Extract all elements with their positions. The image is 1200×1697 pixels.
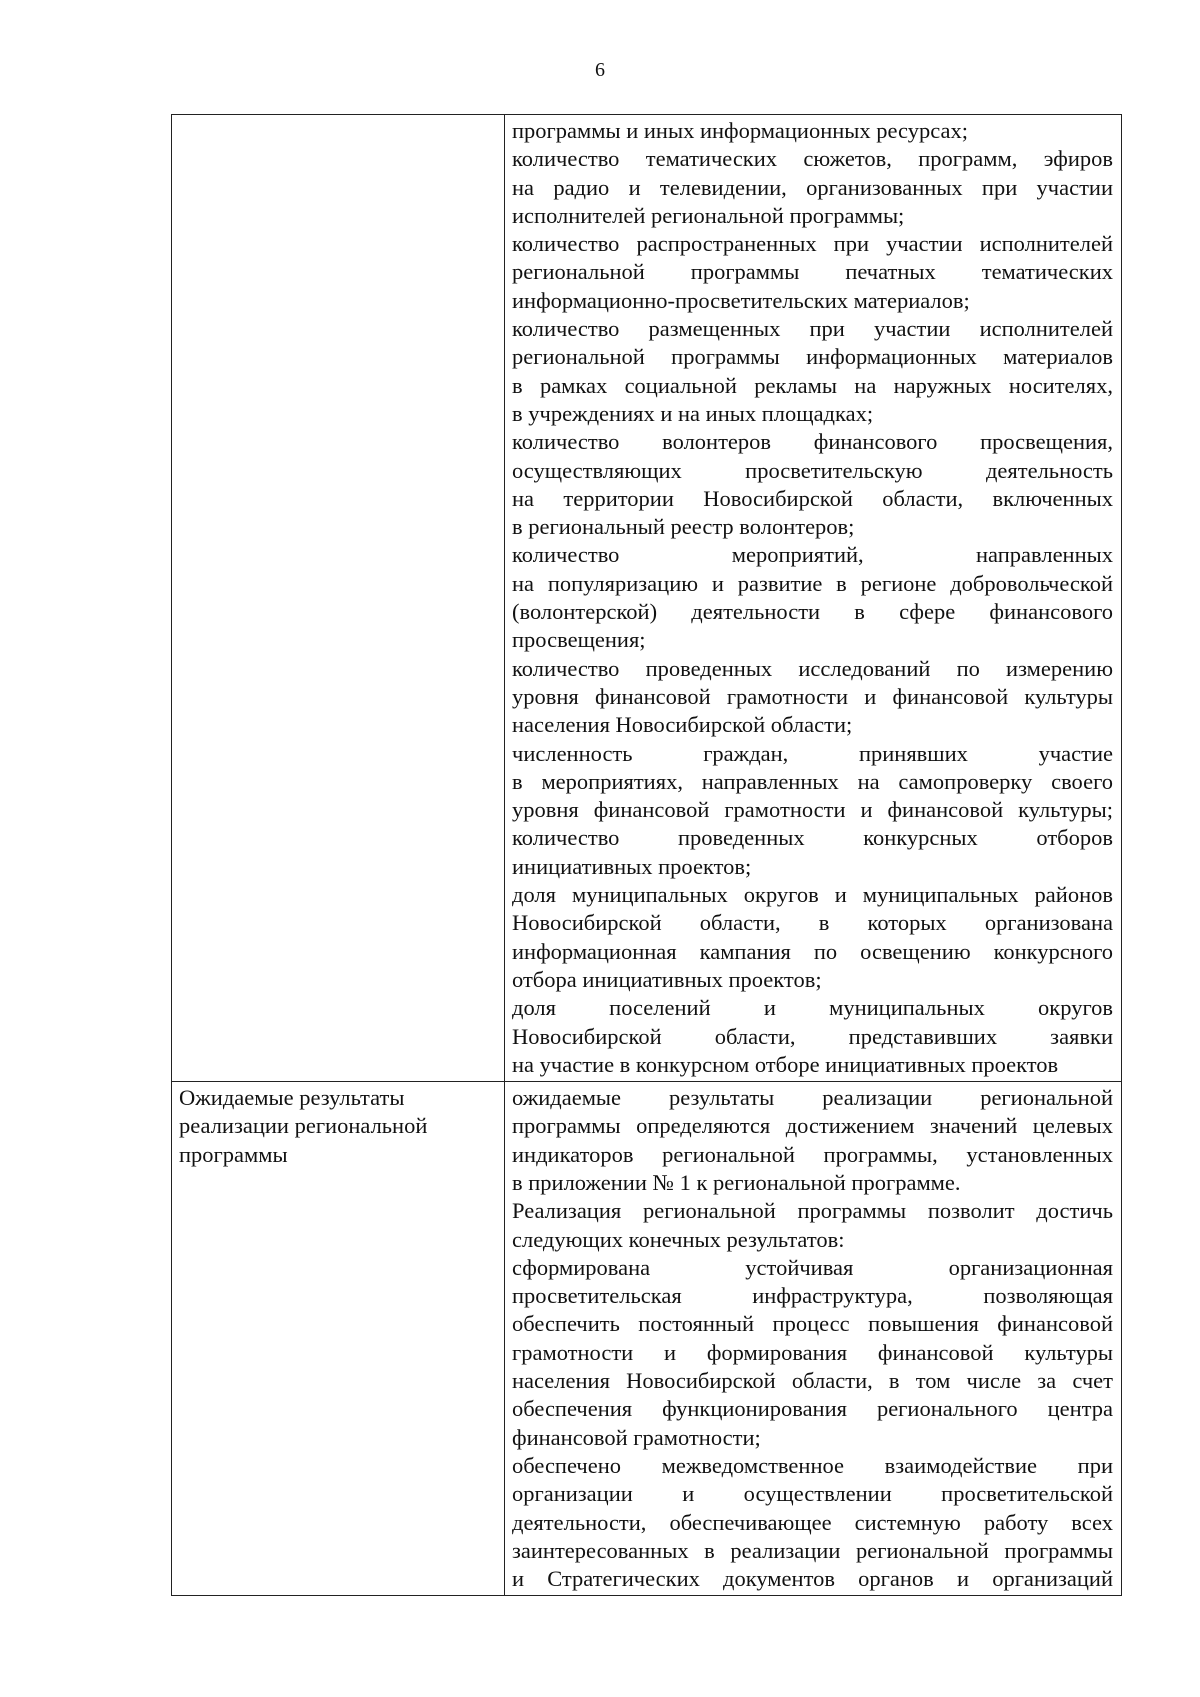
content-line: уровня финансовой грамотности и финансовой культуры xyxy=(512,683,1113,709)
content-line: на участие в конкурсном отборе инициативных проектов xyxy=(512,1051,1059,1077)
label-line: программы xyxy=(179,1141,288,1167)
content-line: осуществляющих просветительскую деятельность xyxy=(512,457,1113,483)
content-line: обеспечения функционирования регионального центра xyxy=(512,1396,1113,1422)
page-number: 6 xyxy=(595,59,605,81)
content-line: численность граждан, принявших участие xyxy=(512,740,1113,766)
content-line: обеспечить постоянный процесс повышения финансовой xyxy=(512,1311,1113,1337)
content-line: просветительская инфраструктура, позволяющая xyxy=(512,1283,1113,1309)
content-line: региональной программы печатных тематических xyxy=(512,259,1113,285)
content-line: исполнителей региональной программы; xyxy=(512,202,905,228)
content-line: количество проведенных конкурсных отборов xyxy=(512,825,1113,851)
content-line: на радио и телевидении, организованных при участии xyxy=(512,174,1113,200)
content-line: Новосибирской области, в которых организована xyxy=(512,910,1113,936)
content-line: деятельности, обеспечивающее системную работу всех xyxy=(512,1509,1113,1535)
content-line: грамотности и формирования финансовой культуры xyxy=(512,1339,1113,1365)
row-content-cell xyxy=(505,115,1122,1082)
row-content-cell xyxy=(505,1082,1122,1596)
content-line: (волонтерской) деятельности в сфере финансового xyxy=(512,599,1113,625)
content-line: количество волонтеров финансового просвещения, xyxy=(512,429,1113,455)
content-line: на популяризацию и развитие в регионе добровольческой xyxy=(512,570,1113,596)
row-label-cell xyxy=(172,1082,505,1596)
content-line: количество размещенных при участии исполнителей xyxy=(512,316,1113,342)
content-line: финансовой грамотности; xyxy=(512,1424,761,1450)
content-line: и Стратегических документов органов и организаций xyxy=(512,1566,1113,1592)
content-line: заинтересованных в реализации региональной программы xyxy=(512,1537,1113,1563)
content-line: в приложении № 1 к региональной программе. xyxy=(512,1169,961,1195)
content-line: ожидаемые результаты реализации региональной xyxy=(512,1085,1113,1111)
label-line: Ожидаемые результаты xyxy=(179,1085,405,1111)
content-line: количество мероприятий, направленных xyxy=(512,542,1113,568)
content-line: сформирована устойчивая организационная xyxy=(512,1254,1113,1280)
content-line: программы и иных информационных ресурсах; xyxy=(512,118,968,143)
content-line: в учреждениях и на иных площадках; xyxy=(512,400,874,426)
content-line: информационно-просветительских материалов; xyxy=(512,287,970,313)
content-line: количество распространенных при участии исполнителей xyxy=(512,231,1113,257)
content-line: отбора инициативных проектов; xyxy=(512,966,822,992)
content-line: населения Новосибирской области; xyxy=(512,712,853,738)
content-line: количество тематических сюжетов, программ, эфиров xyxy=(512,146,1113,172)
program-passport-table xyxy=(171,114,1122,1596)
content-line: в мероприятиях, направленных на самопроверку своего xyxy=(512,768,1113,794)
row-label-cell xyxy=(172,115,505,1082)
content-line: региональной программы информационных материалов xyxy=(512,344,1113,370)
content-line: Новосибирской области, представивших заявки xyxy=(512,1023,1113,1049)
content-line: количество проведенных исследований по измерению xyxy=(512,655,1113,681)
content-line: обеспечено межведомственное взаимодействие при xyxy=(512,1452,1113,1478)
table-row xyxy=(172,115,1122,1082)
content-line: доля поселений и муниципальных округов xyxy=(512,995,1113,1021)
content-line: в рамках социальной рекламы на наружных носителях, xyxy=(512,372,1113,398)
content-line: уровня финансовой грамотности и финансовой культуры; xyxy=(512,797,1113,823)
content-line: организации и осуществлении просветительской xyxy=(512,1481,1113,1507)
content-line: в региональный реестр волонтеров; xyxy=(512,514,855,540)
content-line: информационная кампания по освещению конкурсного xyxy=(512,938,1113,964)
content-line: инициативных проектов; xyxy=(512,853,752,879)
content-line: Реализация региональной программы позволит достичь xyxy=(512,1198,1113,1224)
content-line: на территории Новосибирской области, включенных xyxy=(512,485,1113,511)
content-line: населения Новосибирской области, в том числе за счет xyxy=(512,1368,1113,1394)
table-row xyxy=(172,1082,1122,1596)
content-line: программы определяются достижением значений целевых xyxy=(512,1113,1113,1139)
content-line: просвещения; xyxy=(512,627,646,653)
content-line: индикаторов региональной программы, установленных xyxy=(512,1141,1113,1167)
content-line: доля муниципальных округов и муниципальных районов xyxy=(512,882,1113,908)
content-line: следующих конечных результатов: xyxy=(512,1226,845,1252)
label-line: реализации региональной xyxy=(179,1113,428,1139)
